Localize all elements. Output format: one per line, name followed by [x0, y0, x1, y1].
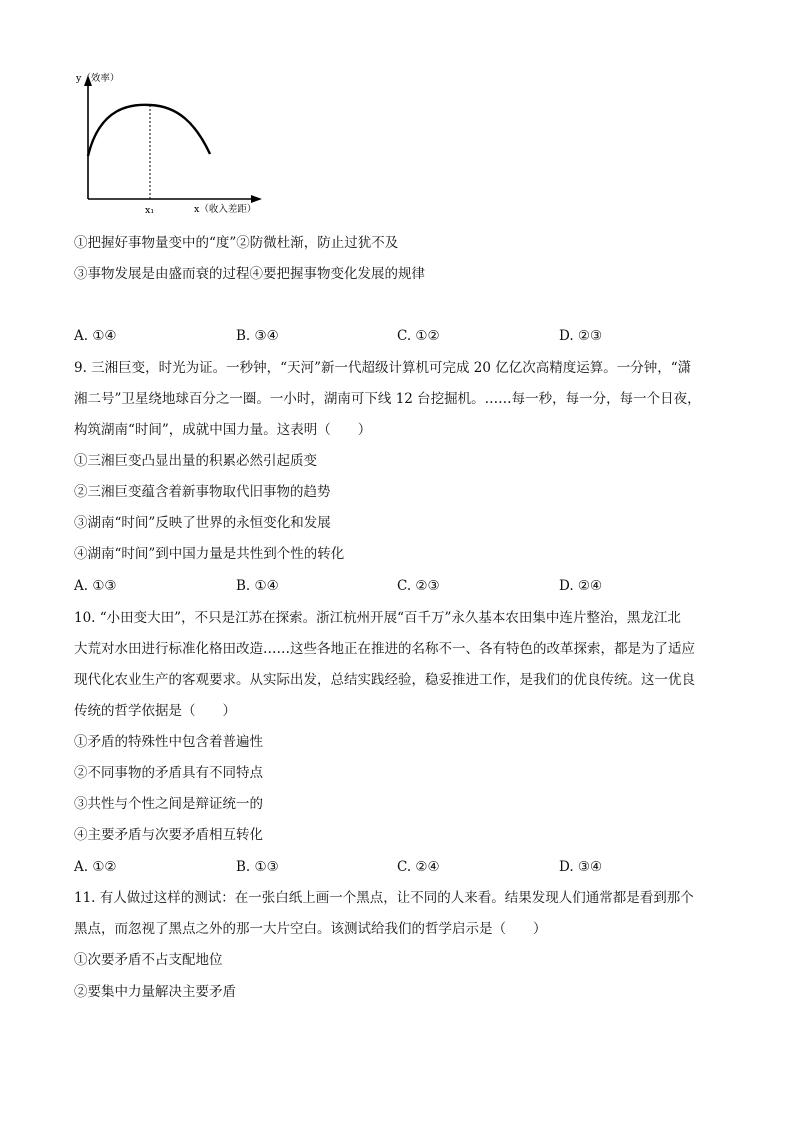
q10-option-d[interactable]: D. ③④: [559, 859, 603, 875]
q8-option-a[interactable]: A. ①④: [74, 328, 117, 344]
q10-option-c[interactable]: C. ②④: [397, 859, 440, 875]
q9-stem-line-3: 构筑湖南“时间”，成就中国力量。这表明（ ）: [74, 422, 372, 438]
q10-option-b[interactable]: B. ①③: [236, 859, 279, 875]
q10-option-a[interactable]: A. ①②: [74, 859, 117, 875]
q9-option-d[interactable]: D. ②④: [559, 578, 603, 594]
q9-stem-line-1: 9. 三湘巨变，时光为证。一秒钟，“天河”新一代超级计算机可完成 20 亿亿次高精度运算。一分钟，“潇: [74, 360, 692, 376]
x-axis-label: x（收入差距）: [194, 204, 257, 215]
q8-option-b[interactable]: B. ③④: [236, 328, 279, 344]
q9-item-2: ②三湘巨变蕴含着新事物取代旧事物的趋势: [74, 484, 331, 500]
q8-option-c[interactable]: C. ①②: [397, 328, 440, 344]
q10-stem-line-3: 现代化农业生产的客观要求。从实际出发，总结实践经验，稳妥推进工作，是我们的优良传统。这一优良: [74, 672, 695, 688]
q9-item-3: ③湖南“时间”反映了世界的永恒变化和发展: [74, 515, 331, 531]
q10-stem-line-1: 10. “小田变大田”，不只是江苏在探索。浙江杭州开展“百千万”永久基本农田集中连片整治，黑龙江北: [74, 610, 681, 626]
q10-item-1: ①矛盾的特殊性中包含着普遍性: [74, 734, 263, 750]
q11-item-1: ①次要矛盾不占支配地位: [74, 952, 223, 968]
q11-stem-line-2: 黑点，而忽视了黑点之外的那一大片空白。该测试给我们的哲学启示是（ ）: [74, 921, 547, 937]
q9-stem-line-2: 湘二号”卫星绕地球百分之一圈。一小时，湖南可下线 12 台挖掘机。……每一秒，每一分，每一个日夜，: [74, 391, 701, 407]
q9-item-4: ④湖南“时间”到中国力量是共性到个性的转化: [74, 546, 345, 562]
q9-item-1: ①三湘巨变凸显出量的积累必然引起质变: [74, 453, 317, 469]
q8-item-2: ③事物发展是由盛而衰的过程④要把握事物变化发展的规律: [74, 266, 425, 282]
q10-item-4: ④主要矛盾与次要矛盾相互转化: [74, 827, 263, 843]
q11-item-2: ②要集中力量解决主要矛盾: [74, 984, 236, 1000]
inverted-u-curve: [88, 105, 210, 156]
q8-option-d[interactable]: D. ②③: [559, 328, 603, 344]
q8-options: [74, 326, 734, 346]
q10-item-2: ②不同事物的矛盾具有不同特点: [74, 765, 263, 781]
q9-option-a[interactable]: A. ①③: [74, 578, 117, 594]
y-axis-label: y（效率）: [76, 73, 120, 84]
q10-options: [74, 857, 734, 877]
x1-label: x₁: [145, 205, 155, 216]
q10-stem-line-2: 大荒对水田进行标准化格田改造……这些各地正在推进的名称不一、各有特色的改革探索，都是为了适应: [74, 641, 695, 657]
efficiency-income-gap-graph: [70, 66, 270, 221]
x-axis-arrow: [251, 195, 262, 203]
q9-option-b[interactable]: B. ①④: [236, 578, 279, 594]
q10-item-3: ③共性与个性之间是辩证统一的: [74, 796, 263, 812]
q9-option-c[interactable]: C. ②③: [397, 578, 440, 594]
q10-stem-line-4: 传统的哲学依据是（ ）: [74, 703, 236, 719]
q8-item-1: ①把握好事物量变中的“度”②防微杜渐，防止过犹不及: [74, 235, 399, 251]
q9-options: [74, 576, 734, 596]
q11-stem-line-1: 11. 有人做过这样的测试：在一张白纸上画一个黑点，让不同的人来看。结果发现人们通常都是看到那个: [74, 890, 694, 906]
